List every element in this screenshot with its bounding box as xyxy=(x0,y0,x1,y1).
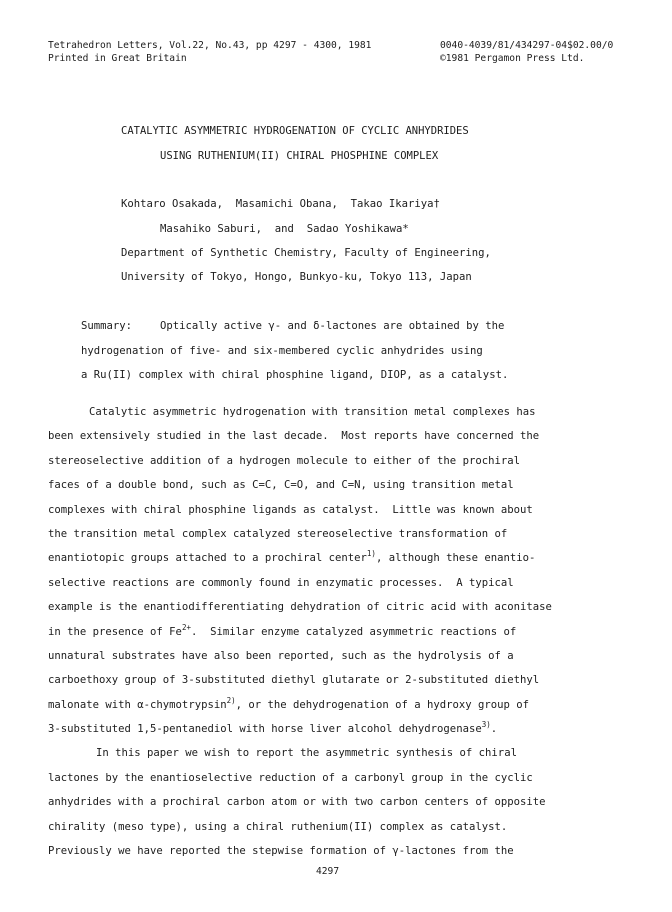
body-line: Previously we have reported the stepwise formation of γ-lactones from the xyxy=(48,845,514,857)
body-line: carboethoxy group of 3-substituted diethyl glutarate or 2-substituted diethyl xyxy=(48,674,540,686)
body-line: been extensively studied in the last decade. Most reports have concerned the xyxy=(48,430,540,442)
body-line: In this paper we wish to report the asymmetric synthesis of chiral xyxy=(96,747,517,759)
paper-title-line-1: CATALYTIC ASYMMETRIC HYDROGENATION OF CYCLIC ANHYDRIDES xyxy=(121,125,469,137)
body-text: . xyxy=(490,723,498,735)
citation-ref-2: 2) xyxy=(226,696,236,705)
affiliation-line-1: Department of Synthetic Chemistry, Faculty of Engineering, xyxy=(121,247,491,259)
body-line: example is the enantiodifferentiating dehydration of citric acid with aconitase xyxy=(48,601,552,613)
body-text: . Similar enzyme catalyzed asymmetric reactions of xyxy=(190,626,517,638)
body-line-with-citation xyxy=(48,551,535,565)
body-text: in the presence of Fe xyxy=(48,626,182,638)
body-line: chirality (meso type), using a chiral ruthenium(II) complex as catalyst. xyxy=(48,821,508,833)
body-line: unnatural substrates have also been reported, such as the hydrolysis of a xyxy=(48,650,514,662)
issn-code: 0040-4039/81/434297-04$02.00/0 xyxy=(440,40,614,51)
citation-ref-3: 3) xyxy=(481,720,491,729)
body-text: enantiotopic groups attached to a prochiral center xyxy=(48,552,367,564)
summary-line-1: Optically active γ- and δ-lactones are obtained by the xyxy=(160,320,505,332)
body-text: , although these enantio- xyxy=(375,552,536,564)
body-line: anhydrides with a prochiral carbon atom or with two carbon centers of opposite xyxy=(48,796,546,808)
affiliation-line-2: University of Tokyo, Hongo, Bunkyo-ku, Tokyo 113, Japan xyxy=(121,271,472,283)
copyright-line: ©1981 Pergamon Press Ltd. xyxy=(440,53,585,64)
authors-line-1: Kohtaro Osakada, Masamichi Obana, Takao Ikariya† xyxy=(121,198,440,210)
summary-line-3: a Ru(II) complex with chiral phosphine ligand, DIOP, as a catalyst. xyxy=(81,369,509,381)
citation-ref-1: 1) xyxy=(366,549,376,558)
body-line: stereoselective addition of a hydrogen molecule to either of the prochiral xyxy=(48,455,520,467)
summary-line-2: hydrogenation of five- and six-membered cyclic anhydrides using xyxy=(81,345,483,357)
body-text: malonate with α-chymotrypsin xyxy=(48,699,227,711)
iron-charge-superscript: 2+ xyxy=(181,623,191,632)
authors-line-2: Masahiko Saburi, and Sadao Yoshikawa* xyxy=(160,223,409,235)
body-line: the transition metal complex catalyzed stereoselective transformation of xyxy=(48,528,508,540)
paper-title-line-2: USING RUTHENIUM(II) CHIRAL PHOSPHINE COMPLEX xyxy=(160,150,439,162)
body-line-with-superscript xyxy=(48,625,516,639)
body-line: lactones by the enantioselective reduction of a carbonyl group in the cyclic xyxy=(48,772,533,784)
body-text: 3-substituted 1,5-pentanediol with horse liver alcohol dehydrogenase xyxy=(48,723,482,735)
body-line: Catalytic asymmetric hydrogenation with transition metal complexes has xyxy=(89,406,536,418)
body-text: , or the dehydrogenation of a hydroxy group of xyxy=(235,699,530,711)
body-line: complexes with chiral phosphine ligands as catalyst. Little was known about xyxy=(48,504,533,516)
body-line-with-citation xyxy=(48,722,497,736)
page-number: 4297 xyxy=(316,866,340,877)
print-location: Printed in Great Britain xyxy=(48,53,187,64)
body-line: selective reactions are commonly found in enzymatic processes. A typical xyxy=(48,577,514,589)
body-line: faces of a double bond, such as C=C, C=O, and C=N, using transition metal xyxy=(48,479,514,491)
summary-label: Summary: xyxy=(81,320,133,332)
journal-citation: Tetrahedron Letters, Vol.22, No.43, pp 4297 - 4300, 1981 xyxy=(48,40,372,51)
body-line-with-citation xyxy=(48,698,529,712)
